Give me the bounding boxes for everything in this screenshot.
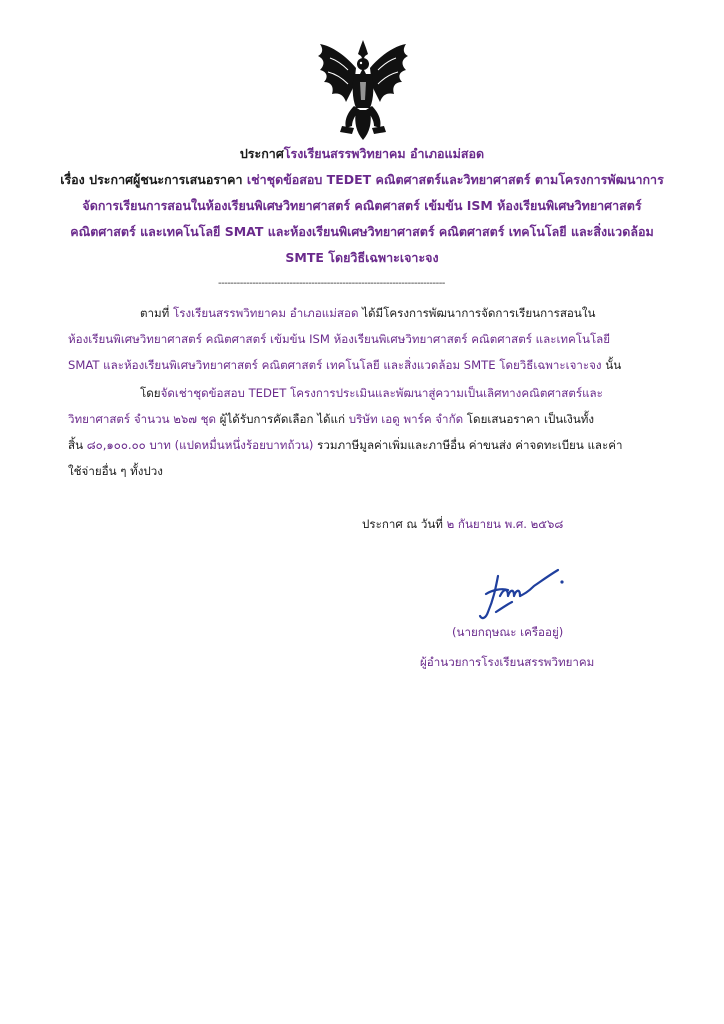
paragraph-1-line-3: [68, 356, 621, 374]
garuda-emblem-icon: [316, 38, 410, 142]
separator-line: -------------------------------------------------------------------------: [218, 278, 445, 289]
p1-l1-c: ได้มีโครงการพัฒนาการจัดการเรียนการสอนใน: [358, 306, 596, 320]
date-prefix: ประกาศ ณ วันที่: [362, 517, 447, 531]
announcement-date: [362, 515, 563, 533]
subject-label: เรื่อง ประกาศผู้ชนะการเสนอราคา: [60, 172, 243, 187]
subject-line-2: จัดการเรียนการสอนในห้องเรียนพิเศษวิทยาศาสตร์ คณิตศาสตร์ เข้มข้น ISM ห้องเรียนพิเศษวิทยาศาสตร์: [82, 198, 642, 213]
paragraph-2-line-3: [68, 436, 623, 454]
title-prefix: ประกาศ: [239, 146, 284, 161]
p1-l1-a: ตามที่: [140, 306, 174, 320]
p2-l3-c: รวมภาษีมูลค่าเพิ่มและภาษีอื่น ค่าขนส่ง ค่าจดทะเบียน และค่า: [313, 438, 623, 452]
p1-l1-b: โรงเรียนสรรพวิทยาคม อำเภอแม่สอด: [173, 306, 359, 320]
p2-l1-b: จัดเช่าชุดข้อสอบ TEDET โครงการประเมินและพัฒนาสู่ความเป็นเลิศทางคณิตศาสตร์และ: [160, 386, 603, 400]
announcement-title: [0, 145, 724, 163]
paragraph-1-line-1: [140, 304, 595, 322]
subject-line-3: คณิตศาสตร์ และเทคโนโลยี SMAT และห้องเรียนพิเศษวิทยาศาสตร์ คณิตศาสตร์ เทคโนโลยี และสิ่งแวดล้อม: [70, 224, 654, 239]
paragraph-2-line-2: [68, 410, 594, 428]
p2-l2-d: โดยเสนอราคา เป็นเงินทั้ง: [463, 412, 595, 426]
subject-line-4: SMTE โดยวิธีเฉพาะเจาะจง: [285, 250, 439, 265]
p1-l3-a: SMAT และห้องเรียนพิเศษวิทยาศาสตร์ คณิตศาสตร์ เทคโนโลยี และสิ่งแวดล้อม SMTE โดยวิธีเฉพาะเจาะจง: [68, 358, 602, 372]
date-value: ๒ กันยายน พ.ศ. ๒๕๖๘: [446, 517, 564, 531]
title-organization: โรงเรียนสรรพวิทยาคม อำเภอแม่สอด: [283, 146, 485, 161]
subject-line-1-text: เช่าชุดข้อสอบ TEDET คณิตศาสตร์และวิทยาศาสตร์ ตามโครงการพัฒนาการ: [242, 172, 664, 187]
paragraph-2-line-4: ใช้จ่ายอื่น ๆ ทั้งปวง: [68, 464, 163, 478]
paragraph-1-line-2: ห้องเรียนพิเศษวิทยาศาสตร์ คณิตศาสตร์ เข้มข้น ISM ห้องเรียนพิเศษวิทยาศาสตร์ คณิตศาสตร์ และเทคโนโลยี: [68, 332, 611, 346]
p1-l3-b: นั้น: [601, 358, 622, 372]
p2-l2-a: วิทยาศาสตร์ จำนวน ๒๖๗ ชุด: [68, 412, 216, 426]
p2-l3-a: สิ้น: [68, 438, 87, 452]
handwritten-signature: [478, 566, 566, 626]
p2-l1-a: โดย: [140, 386, 161, 400]
subject-line-1: [0, 171, 724, 189]
p2-l2-b: ผู้ได้รับการคัดเลือก ได้แก่: [216, 412, 349, 426]
signatory-name: (นายกฤษณะ เครืออยู่): [452, 625, 564, 639]
p2-l3-b: ๘๐,๑๐๐.๐๐ บาท (แปดหมื่นหนึ่งร้อยบาทถ้วน): [86, 438, 314, 452]
paragraph-2-line-1: [140, 384, 603, 402]
p2-l2-c: บริษัท เอดู พาร์ค จำกัด: [348, 412, 464, 426]
signatory-position: ผู้อำนวยการโรงเรียนสรรพวิทยาคม: [420, 655, 595, 669]
